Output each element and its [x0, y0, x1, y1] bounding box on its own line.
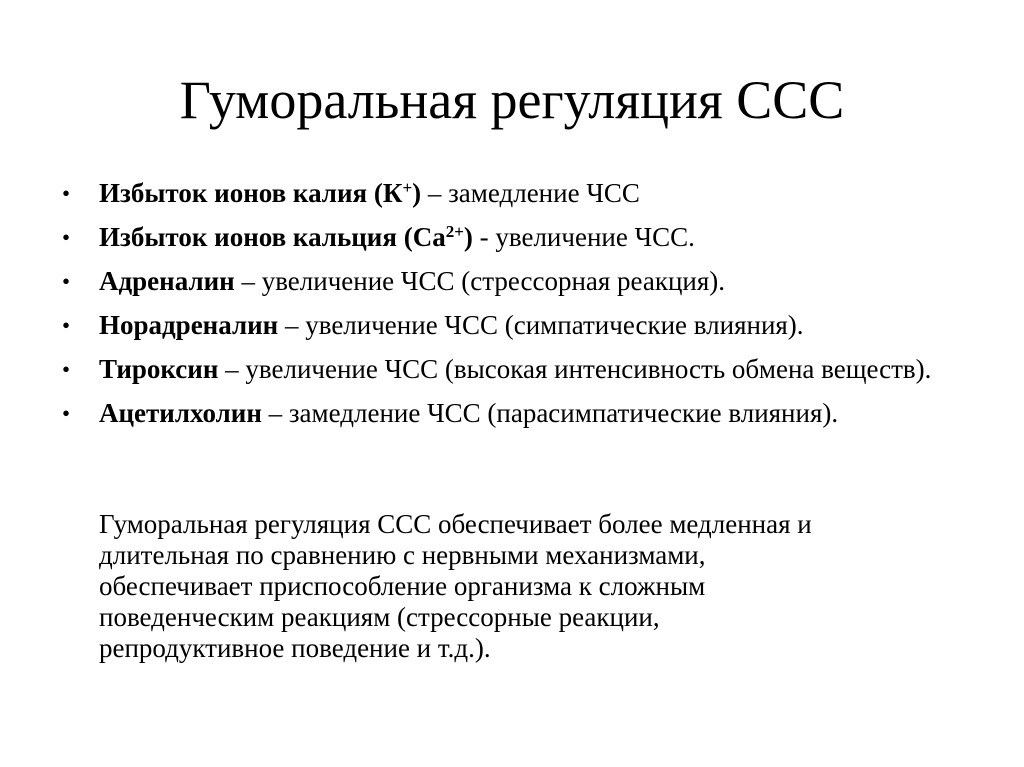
term-close-paren: ): [463, 222, 473, 252]
summary-line: длительная по сравнению с нервными механизмами,: [99, 540, 706, 570]
bullet-icon: •: [62, 181, 71, 206]
summary-line: поведенческим реакциям (стрессорные реакции,: [99, 602, 660, 632]
term-close-paren: ): [412, 178, 422, 208]
summary-line: обеспечивает приспособление организма к сложным: [99, 571, 706, 601]
summary-line: репродуктивное поведение и т.д.).: [99, 633, 491, 663]
list-item-potassium: [62, 178, 982, 209]
summary-paragraph: [99, 509, 979, 664]
effect-description: – замедление ЧСС (парасимпатические влияния).: [261, 398, 839, 428]
list-item-acetylcholine: [62, 398, 982, 429]
superscript-charge: 2+: [445, 222, 464, 241]
term-potassium: Избыток ионов калия (К: [99, 178, 403, 208]
slide-title: Гуморальная регуляция ССС: [179, 70, 845, 130]
list-item-noradrenaline: [62, 310, 982, 341]
effect-description: – увеличение ЧСС (симпатические влияния).: [278, 310, 804, 340]
superscript-charge: +: [402, 178, 413, 197]
effect-description: - увеличение ЧСС.: [472, 222, 695, 252]
bullet-list: [62, 178, 982, 442]
summary-line: Гуморальная регуляция ССС обеспечивает более медленная и: [99, 509, 812, 539]
bullet-icon: •: [62, 225, 71, 250]
term-thyroxine: Тироксин: [99, 354, 219, 384]
list-item-thyroxine: [62, 354, 982, 385]
bullet-icon: •: [62, 401, 71, 426]
term-adrenaline: Адреналин: [99, 266, 235, 296]
effect-description: – замедление ЧСС: [421, 178, 640, 208]
effect-description: – увеличение ЧСС (стрессорная реакция).: [234, 266, 726, 296]
list-item-calcium: [62, 222, 982, 253]
effect-description: – увеличение ЧСС (высокая интенсивность обмена веществ).: [218, 354, 932, 384]
term-acetylcholine: Ацетилхолин: [99, 398, 262, 428]
term-calcium: Избыток ионов кальция (Са: [99, 222, 446, 252]
bullet-icon: •: [62, 269, 71, 294]
term-noradrenaline: Норадреналин: [99, 310, 279, 340]
bullet-icon: •: [62, 313, 71, 338]
list-item-adrenaline: [62, 266, 982, 297]
bullet-icon: •: [62, 357, 71, 382]
